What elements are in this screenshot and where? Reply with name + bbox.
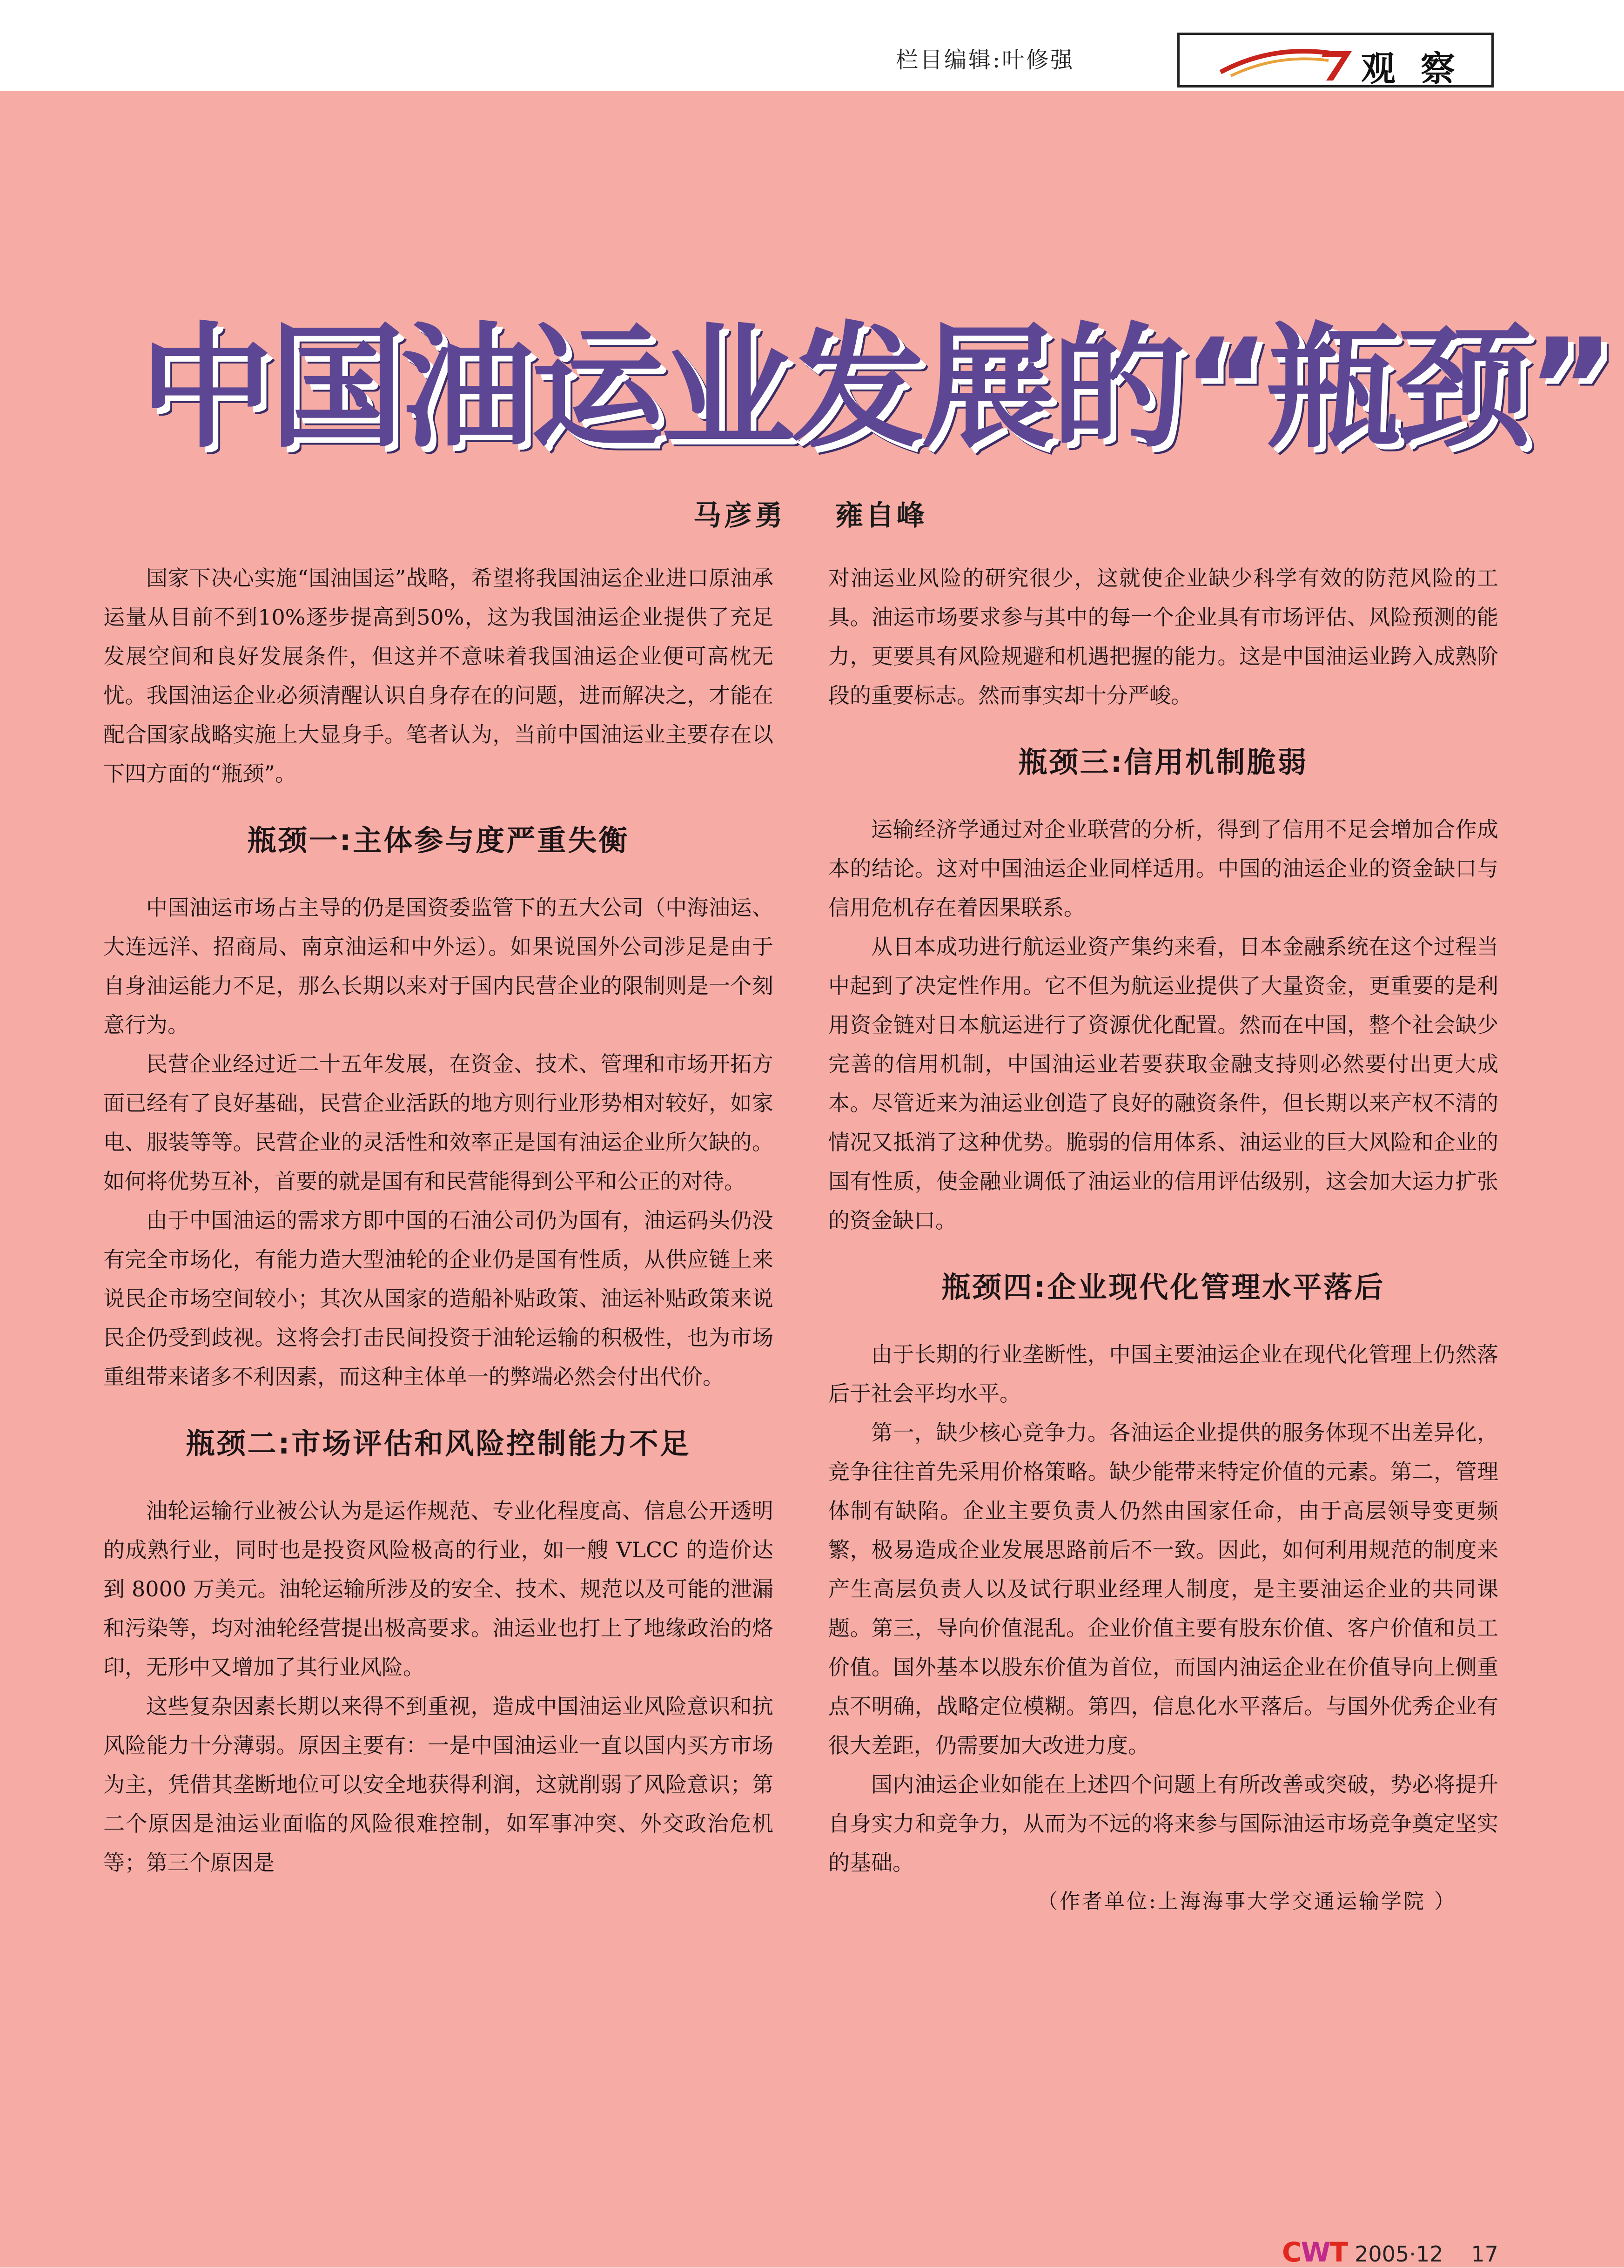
swoosh-logo-icon bbox=[1217, 40, 1356, 81]
body-paragraph: 国内油运企业如能在上述四个问题上有所改善或突破，势必将提升自身实力和竞争力，从而为不远的将来参与国际油运市场竞争奠定坚实的基础。 bbox=[828, 1772, 1498, 1875]
body-paragraph: 运输经济学通过对企业联营的分析，得到了信用不足会增加合作成本的结论。这对中国油运企业同样适用。中国的油运企业的资金缺口与信用危机存在着因果联系。 bbox=[828, 817, 1498, 920]
body-paragraph: 第一，缺少核心竞争力。各油运企业提供的服务体现不出差异化，竞争往往首先采用价格策略。缺少能带来特定价值的元素。第二，管理体制有缺陷。企业主要负责人仍然由国家任命，由于高层领导变更频繁，极易造成企业发展思路前后不一致。因此，如何利用规范的制度来产生高层负责人以及试行职业经理人制度，是主要油运企业的共同课题。第三，导向价值混乱。企业价值主要有股东价值、客户价值和员工价值。国外基本以股东价值为首位，而国内油运企业在价值导向上侧重点不明确，战略定位模糊。第四，信息化水平落后。与国外优秀企业有很大差距，仍需要加大改进力度。 bbox=[828, 1420, 1498, 1758]
body-paragraph: 由于中国油运的需求方即中国的石油公司仍为国有，油运码头仍没有完全市场化，有能力造大型油轮的企业仍是国有性质，从供应链上来说民企市场空间较小；其次从国家的造船补贴政策、油运补贴政策来说民企仍受到歧视。这将会打击民间投资于油轮运输的积极性，也为市场重组带来诸多不利因素，而这种主体单一的弊端必然会付出代价。 bbox=[103, 1208, 773, 1389]
issue-date: 2005·12 bbox=[1355, 2241, 1443, 2267]
author-line bbox=[693, 493, 965, 533]
article-title: 中国油运业发展的“瓶颈” bbox=[140, 310, 1611, 466]
right-column bbox=[828, 559, 1498, 1921]
body-paragraph: 国家下决心实施“国油国运”战略，希望将我国油运企业进口原油承运量从目前不到10%逐步提高到50%，这为我国油运企业提供了充足发展空间和良好发展条件，但这并不意味着我国油运企业便可高枕无忧。我国油运企业必须清醒认识自身存在的问题，进而解决之，才能在配合国家战略实施上大显身手。笔者认为，当前中国油运业主要存在以下四方面的“瓶颈”。 bbox=[103, 565, 773, 786]
author-affiliation: （作者单位:上海海事大学交通运输学院 ） bbox=[1037, 1890, 1456, 1913]
page-number: 17 bbox=[1471, 2241, 1498, 2267]
publication-logo: CWT bbox=[1282, 2236, 1348, 2268]
page-footer bbox=[1282, 2236, 1498, 2268]
section-heading: 瓶颈三:信用机制脆弱 bbox=[1018, 745, 1309, 779]
author-name: 马彦勇 bbox=[693, 499, 785, 532]
section-heading: 瓶颈四:企业现代化管理水平落后 bbox=[941, 1270, 1385, 1304]
body-paragraph: 油轮运输行业被公认为是运作规范、专业化程度高、信息公开透明的成熟行业，同时也是投资风险极高的行业，如一艘 VLCC 的造价达到 8000 万美元。油轮运输所涉及的安全、技术、规范以及可能的泄漏和污染等，均对油轮经营提出极高要求。油运业也打上了地缘政治的烙印，无形中又增加了其行业风险。 bbox=[103, 1498, 773, 1680]
body-paragraph: 中国油运市场占主导的仍是国资委监管下的五大公司（中海油运、大连远洋、招商局、南京油运和中外运）。如果说国外公司涉足是由于自身油运能力不足，那么长期以来对于国内民营企业的限制则是一个刻意行为。 bbox=[103, 895, 773, 1037]
section-heading: 瓶颈一:主体参与度严重失衡 bbox=[247, 823, 630, 857]
body-paragraph: 民营企业经过近二十五年发展，在资金、技术、管理和市场开拓方面已经有了良好基础，民营企业活跃的地方则行业形势相对较好，如家电、服装等等。民营企业的灵活性和效率正是国有油运企业所欠缺的。如何将优势互补，首要的就是国有和民营能得到公平和公正的对待。 bbox=[103, 1051, 773, 1194]
body-paragraph: 从日本成功进行航运业资产集约来看，日本金融系统在这个过程当中起到了决定性作用。它不但为航运业提供了大量资金，更重要的是利用资金链对日本航运进行了资源优化配置。然而在中国，整个社会缺少完善的信用机制，中国油运业若要获取金融支持则必然要付出更大成本。尽管近来为油运业创造了良好的融资条件，但长期以来产权不清的情况又抵消了这种优势。脆弱的信用体系、油运业的巨大风险和企业的国有性质，使金融业调低了油运业的信用评估级别，这会加大运力扩张的资金缺口。 bbox=[828, 934, 1498, 1233]
section-label: 观 察 bbox=[1361, 49, 1462, 89]
body-paragraph: 由于长期的行业垄断性，中国主要油运企业在现代化管理上仍然落后于社会平均水平。 bbox=[828, 1342, 1498, 1406]
body-paragraph: 这些复杂因素长期以来得不到重视，造成中国油运业风险意识和抗风险能力十分薄弱。原因主要有：一是中国油运业一直以国内买方市场为主，凭借其垄断地位可以安全地获得利润，这就削弱了风险意识；第二个原因是油运业面临的风险很难控制，如军事冲突、外交政治危机等；第三个原因是 bbox=[103, 1694, 773, 1875]
body-paragraph: 对油运业风险的研究很少，这就使企业缺少科学有效的防范风险的工具。油运市场要求参与其中的每一个企业具有市场评估、风险预测的能力，更要具有风险规避和机遇把握的能力。这是中国油运业跨入成熟阶段的重要标志。然而事实却十分严峻。 bbox=[828, 565, 1498, 708]
left-column bbox=[103, 559, 773, 1882]
column-editor-label: 栏目编辑:叶修强 bbox=[896, 47, 1075, 73]
author-name: 雍自峰 bbox=[835, 499, 927, 532]
section-heading: 瓶颈二:市场评估和风险控制能力不足 bbox=[186, 1427, 691, 1460]
section-badge bbox=[1177, 33, 1494, 87]
